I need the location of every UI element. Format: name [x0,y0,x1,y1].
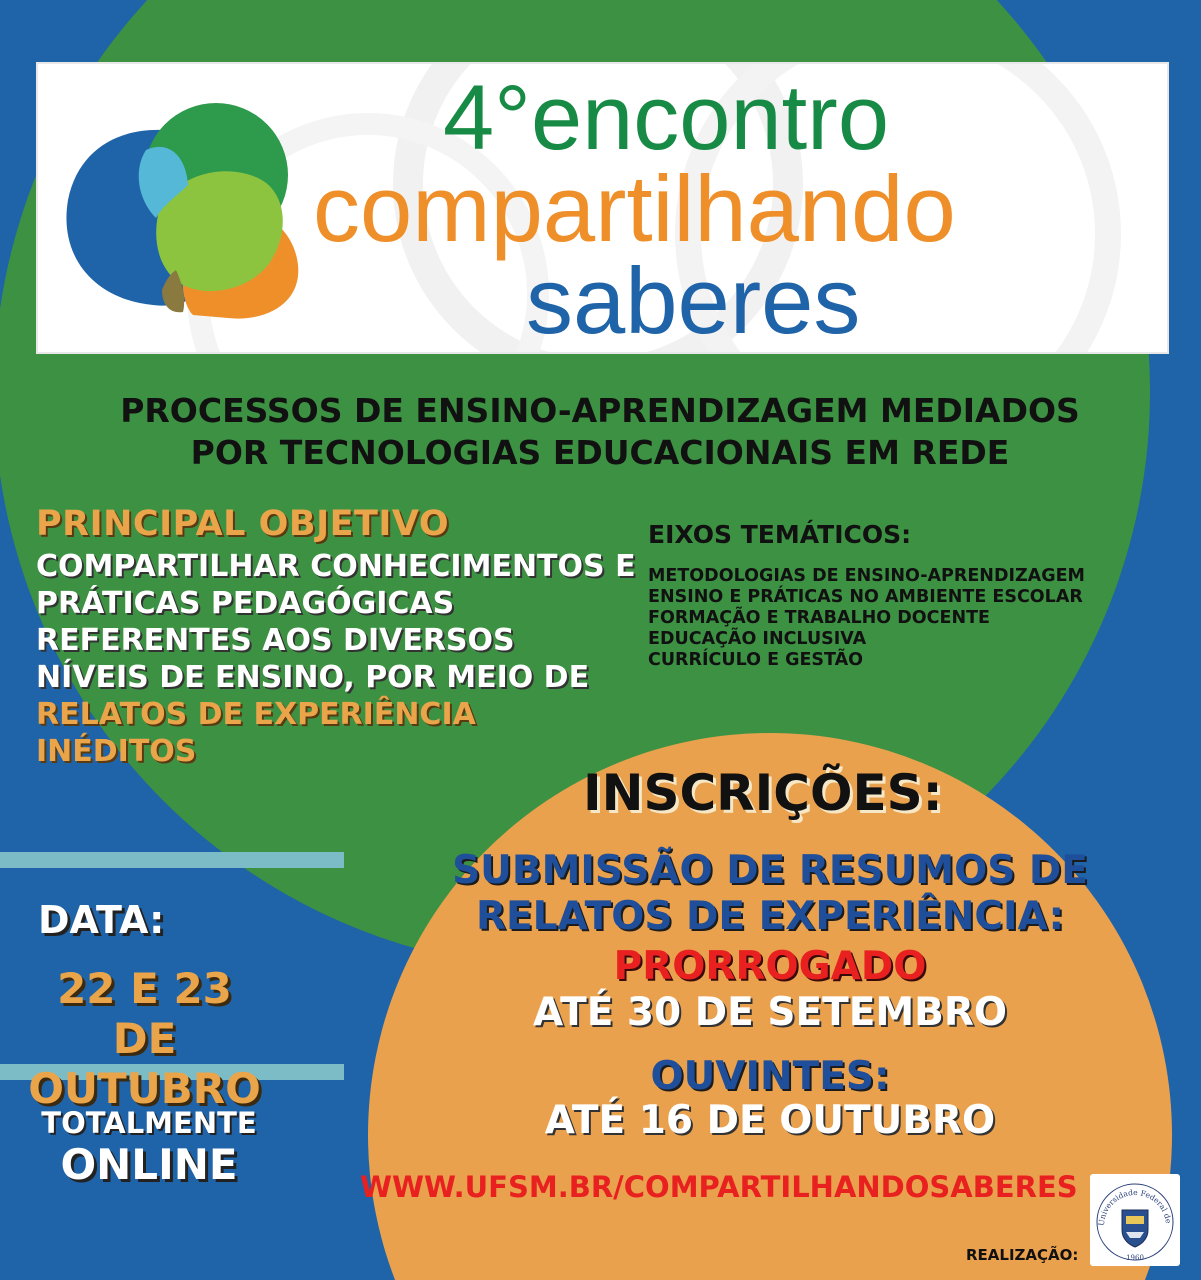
date-value [22,964,267,1114]
teal-bar-top [0,852,344,868]
objective-body [36,548,636,770]
event-url-link[interactable]: WWW.UFSM.BR/COMPARTILHANDOSABERES [360,1170,1078,1204]
eixos-item: ENSINO E PRÁTICAS NO AMBIENTE ESCOLAR [648,587,1083,607]
objective-text: COMPARTILHAR CONHECIMENTOS E PRÁTICAS PEDAGÓGICAS REFERENTES AOS DIVERSOS NÍVEIS DE ENSINO, POR MEIO DE [36,549,636,695]
subtitle-line-2: POR TECNOLOGIAS EDUCACIONAIS EM REDE [190,433,1010,472]
eixos-item: METODOLOGIAS DE ENSINO-APRENDIZAGEM [648,566,1085,586]
ufsm-seal-logo [1090,1174,1180,1266]
logo-line-saberes: saberes [526,248,861,353]
objective-highlight: RELATOS DE EXPERIÊNCIA INÉDITOS [36,697,476,769]
submission-line-1: SUBMISSÃO DE RESUMOS DE [452,848,1088,893]
date-value-line-1: 22 E 23 DE [57,964,232,1063]
eixos-item: FORMAÇÃO E TRABALHO DOCENTE [648,608,991,628]
submission-deadline: ATÉ 30 DE SETEMBRO [532,990,1008,1035]
eixos-list [648,566,1085,671]
seal-text: Universidade Federal de [1096,1187,1173,1227]
ufsm-seal-icon [1090,1174,1180,1266]
logo-banner [36,62,1169,354]
eixos-title: EIXOS TEMÁTICOS: [648,520,912,549]
realizacao-label: REALIZAÇÃO: [966,1246,1079,1264]
event-subtitle [60,390,1140,474]
eixos-item: EDUCAÇÃO INCLUSIVA [648,629,867,649]
objective-title: PRINCIPAL OBJETIVO [36,504,450,544]
submission-line-2: RELATOS DE EXPERIÊNCIA: [475,894,1065,939]
listeners-deadline: ATÉ 16 DE OUTUBRO [544,1098,996,1143]
mode-line-1: TOTALMENTE [41,1106,257,1140]
logo-line-encontro: 4°encontro [443,67,889,169]
submission-title [430,848,1110,940]
logo-circles-icon [58,100,308,322]
subtitle-line-1: PROCESSOS DE ENSINO-APRENDIZAGEM MEDIADOS [120,391,1080,430]
date-label: DATA: [38,898,165,942]
seal-year: 1960 [1126,1254,1144,1262]
eixos-item: CURRÍCULO E GESTÃO [648,650,864,670]
logo-line-compartilhando: compartilhando [313,156,956,261]
inscricoes-title: INSCRIÇÕES: [583,764,943,822]
extended-badge: PRORROGADO [613,944,927,989]
date-value-line-2: OUTUBRO [28,1064,261,1113]
listeners-label: OUVINTES: [650,1054,890,1099]
mode-line-2: ONLINE [60,1140,238,1189]
